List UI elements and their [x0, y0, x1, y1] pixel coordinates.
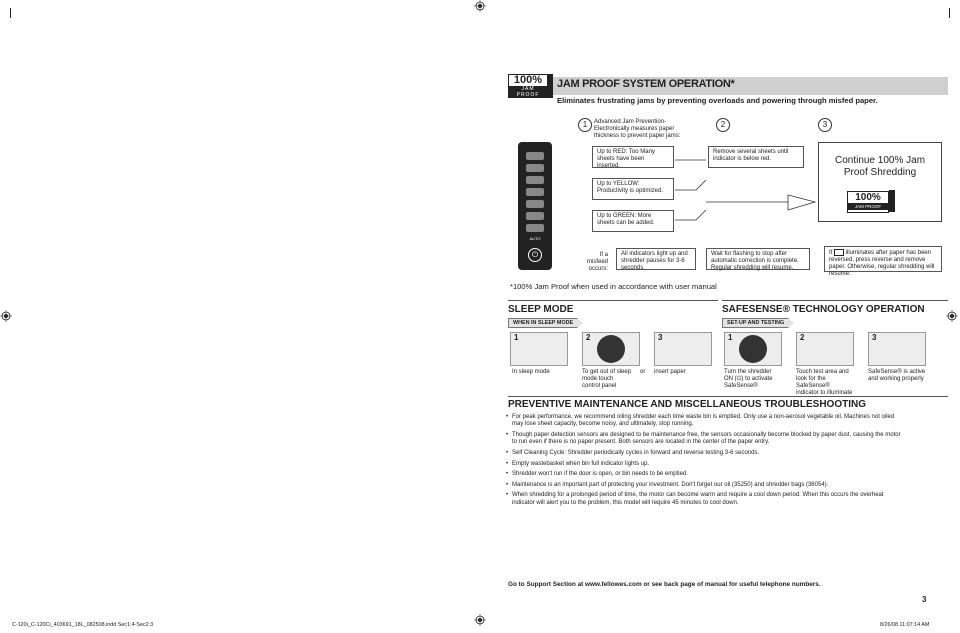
reverse-icon — [834, 249, 844, 256]
yellow-indicator-box: Up to YELLOW: Productivity is optimized. — [592, 178, 674, 200]
remove-sheets-box: Remove several sheets until indicator is below red. — [708, 146, 804, 168]
step-1-circle: 1 — [578, 118, 592, 132]
maintenance-list — [506, 414, 906, 510]
sleep-mode-title: SLEEP MODE — [508, 304, 574, 315]
crop-mark — [949, 8, 950, 18]
list-item: • For peak performance, we recommend oiling shredder each time waste bin is emptied. Only use a non-aerosol vegetable oil. Machines not oiled may lose sheet capacity, become noisy, and ultimately, stop running. — [506, 414, 906, 429]
safesense-caption-2: Touch test area and look for the SafeSense® indicator to illuminate — [796, 369, 853, 396]
control-panel-illustration — [518, 142, 552, 270]
safesense-illustration-2 — [796, 332, 854, 366]
crop-mark — [10, 8, 11, 18]
continue-badge-label: JAM PROOF — [848, 203, 888, 210]
slug-right: 8/26/08 11:07:14 AM — [880, 622, 930, 628]
red-indicator-box: Up to RED: Too Many sheets have been inserted. — [592, 146, 674, 168]
step-3-circle: 3 — [818, 118, 832, 132]
list-item: • Self Cleaning Cycle: Shredder periodically cycles in forward and reverse testing 3-6 seconds. — [506, 450, 906, 457]
sleep-caption-2: To get out of sleep mode touch control panel — [582, 369, 632, 389]
reverse-text: illuminates after paper has been reversed, press reverse and remove paper. Otherwise, regular shredding will resume. — [829, 250, 935, 278]
power-icon: ⏻ — [528, 248, 542, 262]
continue-text: Continue 100% Jam Proof Shredding — [834, 155, 926, 178]
list-item: • Empty wastebasket when bin full indicator lights up. — [506, 461, 906, 468]
page-subtitle: Eliminates frustrating jams by preventing overloads and powering through misfed paper. — [557, 96, 878, 105]
registration-mark-left — [0, 310, 12, 322]
page-number: 3 — [922, 595, 927, 604]
sleep-caption-3: insert paper — [654, 369, 686, 375]
safesense-illustration-1 — [724, 332, 782, 366]
list-item: • Though paper detection sensors are designed to be maintenance free, the sensors occasionally become blocked by paper dust, causing the motor to run even if there is no paper present. Both sensors are located in the center of the paper entry. — [506, 432, 906, 447]
page-title: JAM PROOF SYSTEM OPERATION* — [557, 78, 735, 90]
sleep-caption-1: In sleep mode — [512, 369, 550, 375]
badge-label: JAM PROOF — [509, 86, 547, 98]
sleep-step-1: 1 — [514, 333, 519, 342]
auto-label: AUTO — [529, 236, 541, 241]
list-item: • Maintenance is an important part of protecting your investment. Don't forget our oil (35250) and shredder bags (36054). — [506, 482, 906, 489]
safesense-divider — [722, 300, 948, 301]
registration-mark-bottom — [474, 614, 486, 626]
sleep-mode-tag: WHEN IN SLEEP MODE — [508, 318, 578, 328]
sleep-caption-or: or — [640, 369, 646, 375]
advanced-jam-text: Advanced Jam Prevention- Electronically measures paper thickness to prevent paper jams: — [594, 119, 681, 139]
reverse-box — [824, 246, 942, 278]
step-2-circle: 2 — [716, 118, 730, 132]
safesense-title: SAFESENSE® TECHNOLOGY OPERATION — [722, 304, 925, 315]
safesense-caption-3: SafeSense® is active and working properly — [868, 369, 926, 382]
safesense-caption-1: Turn the shredder ON (⏻) to activate SafeSense® — [724, 369, 773, 389]
support-text: Go to Support Section at www.fellowes.com or see back page of manual for useful telephone numbers. — [508, 581, 821, 588]
green-indicator-box: Up to GREEN: More sheets can be added. — [592, 210, 674, 232]
badge-percent: 100% — [513, 74, 543, 86]
maintenance-divider — [508, 396, 948, 397]
list-item: • When shredding for a prolonged period of time, the motor can become warm and require a cool down period. When this occurs the overheat indicator will alert you to the problem, this model will require 45 minutes to cool down. — [506, 492, 906, 507]
safesense-step-3: 3 — [872, 333, 877, 342]
safesense-illustration-3 — [868, 332, 926, 366]
flow-arrows — [670, 140, 820, 240]
safesense-step-2: 2 — [800, 333, 805, 342]
sleep-step-2: 2 — [586, 333, 591, 342]
sleep-illustration-2 — [582, 332, 640, 366]
registration-mark-right — [946, 310, 958, 322]
misfeed-label: If a misfeed occurs: — [586, 252, 608, 272]
footnote: *100% Jam Proof when used in accordance with user manual — [510, 282, 717, 291]
safesense-step-1: 1 — [728, 333, 733, 342]
sleep-illustration-3 — [654, 332, 712, 366]
list-item: • Shredder won't run if the door is open, or bin needs to be emptied. — [506, 471, 906, 478]
wait-box: Wait for flashing to stop after automatic correction is complete. Regular shredding will resume. — [706, 248, 810, 270]
indicators-box: All indicators light up and shredder pauses for 3-6 seconds — [616, 248, 696, 270]
continue-box — [818, 142, 942, 222]
badge-indicator-bars — [547, 74, 553, 98]
sleep-divider — [508, 300, 718, 301]
continue-badge-percent: 100% — [855, 192, 881, 203]
reverse-if: If — [829, 250, 833, 257]
registration-mark-top — [474, 0, 486, 12]
safesense-tag: SET-UP AND TESTING — [722, 318, 789, 328]
jam-proof-badge — [508, 74, 548, 98]
sleep-step-3: 3 — [658, 333, 663, 342]
slug-left: C-120i_C-120Ci_403691_18L_082508.indd Sec1:4-Sec2:3 — [12, 622, 154, 628]
maintenance-title: PREVENTIVE MAINTENANCE AND MISCELLANEOUS TROUBLESHOOTING — [508, 399, 866, 410]
sleep-illustration-1 — [510, 332, 568, 366]
